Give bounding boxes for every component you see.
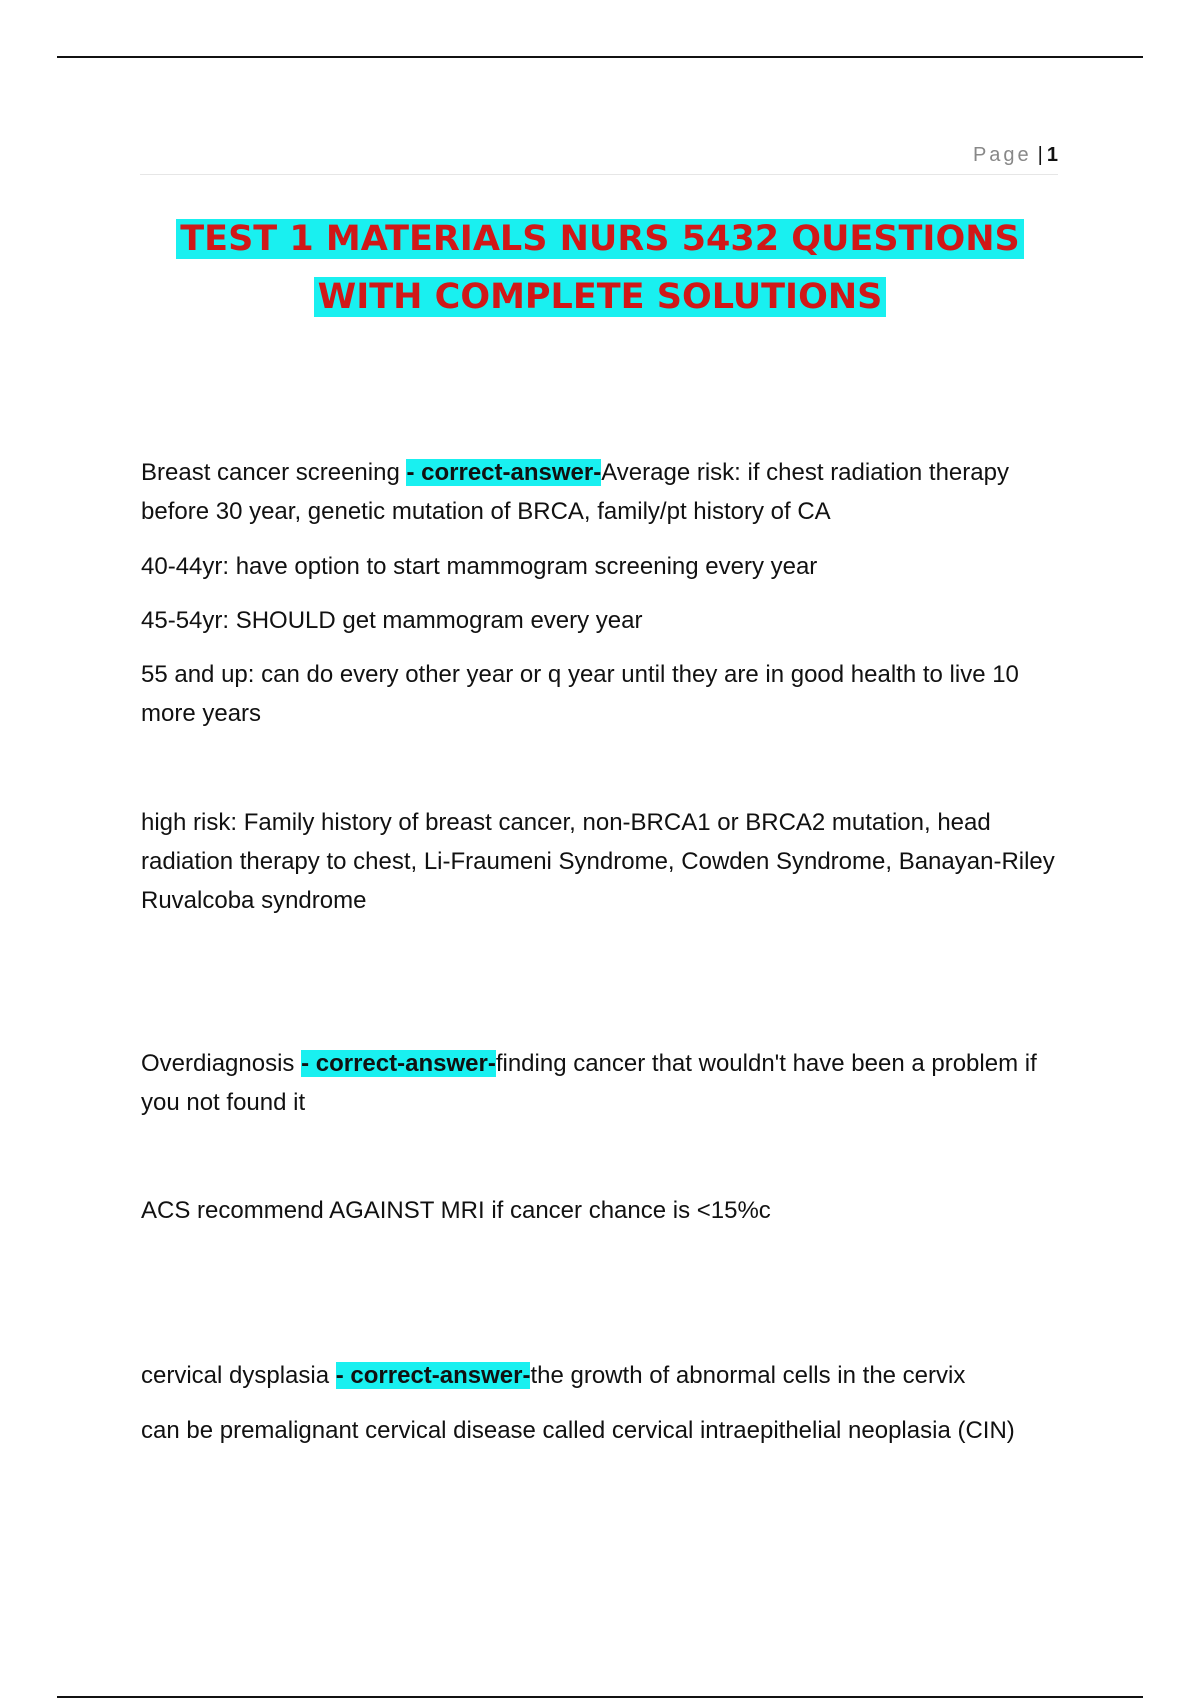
top-rule <box>57 56 1143 58</box>
question-term: Breast cancer screening <box>141 459 407 486</box>
correct-answer-marker: - correct-answer- <box>406 459 602 486</box>
bottom-rule <box>57 1696 1143 1698</box>
paragraph-45-54yr: 45-54yr: SHOULD get mammogram every year <box>141 607 643 634</box>
answer-text: the growth of abnormal cells in the cervix <box>530 1362 966 1389</box>
page-separator: | <box>1037 144 1043 166</box>
paragraph-high-risk: high risk: Family history of breast cancer, non-BRCA1 or BRCA2 mutation, head radiation therapy to chest, Li-Fraumeni Syndrome, Cowden Syndrome, Banayan-Riley Ruvalcoba syndrome <box>141 809 1055 914</box>
question-term: Overdiagnosis <box>141 1050 302 1077</box>
answer-text: Average risk: if chest radiation therapy before 30 year, genetic mutation of BRCA, family/pt history of CA <box>141 459 1009 525</box>
page-number: 1 <box>1046 144 1058 166</box>
qa-overdiagnosis <box>141 1044 1071 1122</box>
page-label: Page <box>972 144 1032 166</box>
correct-answer-marker: - correct-answer- <box>301 1050 496 1077</box>
title-line-2: WITH COMPLETE SOLUTIONS <box>314 277 887 317</box>
qa-breast-cancer-screening <box>141 453 1071 531</box>
correct-answer-marker: - correct-answer- <box>335 1362 531 1389</box>
answer-text: finding cancer that wouldn't have been a problem if you not found it <box>141 1050 1037 1116</box>
page-number-label <box>973 144 1058 167</box>
title-line-1: TEST 1 MATERIALS NURS 5432 QUESTIONS <box>176 219 1023 259</box>
paragraph-55-and-up: 55 and up: can do every other year or q year until they are in good health to live 10 more years <box>141 661 1019 727</box>
document-title <box>130 210 1070 326</box>
paragraph-40-44yr: 40-44yr: have option to start mammogram screening every year <box>141 553 818 580</box>
question-term: cervical dysplasia <box>141 1362 336 1389</box>
paragraph-acs-mri: ACS recommend AGAINST MRI if cancer chance is <15%c <box>141 1197 771 1224</box>
qa-cervical-dysplasia <box>141 1356 1071 1395</box>
paragraph-cin: can be premalignant cervical disease called cervical intraepithelial neoplasia (CIN) <box>141 1417 1015 1444</box>
page-header <box>140 144 1058 175</box>
